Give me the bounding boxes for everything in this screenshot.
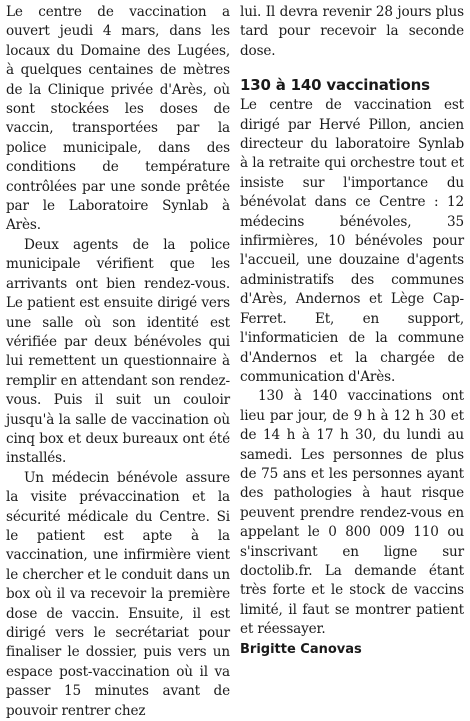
- article-paragraph: 130 à 140 vaccinations ont lieu par jour, de 9 h à 12 h 30 et de 14 h à 17 h 30, du lundi au samedi. Les personnes de plus de 75 ans et les personnes ayant des pathologies à haut risque peuvent prendre rendez-vous en appelant le 0 800 009 110 ou s'inscrivant en ligne sur doctolib.fr. La demande étant très forte et le stock de vaccins limité, il faut se montrer patient et réessayer.: [240, 388, 464, 638]
- article-paragraph: Deux agents de la police municipale vérifient que les arrivants ont bien rendez-vous. Le patient est ensuite dirigé vers une salle où son identité est vérifiée par deux bénévoles qui lui remettent un questionnaire à remplir en attendant son rendez-vous. Puis il suit un couloir jusqu'à la salle de vaccination où cinq box et deux bureaux ont été installés.: [6, 236, 230, 467]
- article-paragraph: Le centre de vaccination est dirigé par Hervé Pillon, ancien directeur du laboratoire Synlab à la retraite qui orchestre tout et insiste sur l'importance du bénévolat dans ce Centre : 12 médecins bénévoles, 35 infirmières, 10 bénévoles pour l'accueil, une douzaine d'agents administratifs des communes d'Arès, Andernos et Lège Cap-Ferret. Et, en support, l'informaticien de la commune d'Andernos et la chargée de communication d'Arès.: [240, 97, 464, 385]
- article-paragraph: Un médecin bénévole assure la visite prévaccination et la sécurité médicale du Centre. Si le patient est apte à la vaccination, une infirmière vient le chercher et le conduit dans un box où il va recevoir la première dose de vaccin. Ensuite, il est dirigé vers le secrétariat pour finaliser le dossier, puis vers un espace post-vaccination où il va passer 15 minutes avant de pouvoir rentrer chez: [6, 469, 230, 719]
- author-byline: Brigitte Canovas: [240, 641, 362, 657]
- article-paragraph: Le centre de vaccination a ouvert jeudi 4 mars, dans les locaux du Domaine des Lugées, à quelques centaines de mètres de la Clinique privée d'Arès, où sont stockées les doses de vaccin, transportées par la police municipale, dans des conditions de température contrôlées par une sonde prêtée par le Laboratoire Synlab à Arès.: [6, 4, 230, 234]
- article-paragraph-continuation: lui. Il devra revenir 28 jours plus tard pour recevoir la seconde dose.: [240, 4, 464, 59]
- article-column-right: [240, 3, 464, 656]
- article-column-left: [6, 3, 230, 719]
- section-subheading: 130 à 140 vaccinations: [240, 76, 430, 95]
